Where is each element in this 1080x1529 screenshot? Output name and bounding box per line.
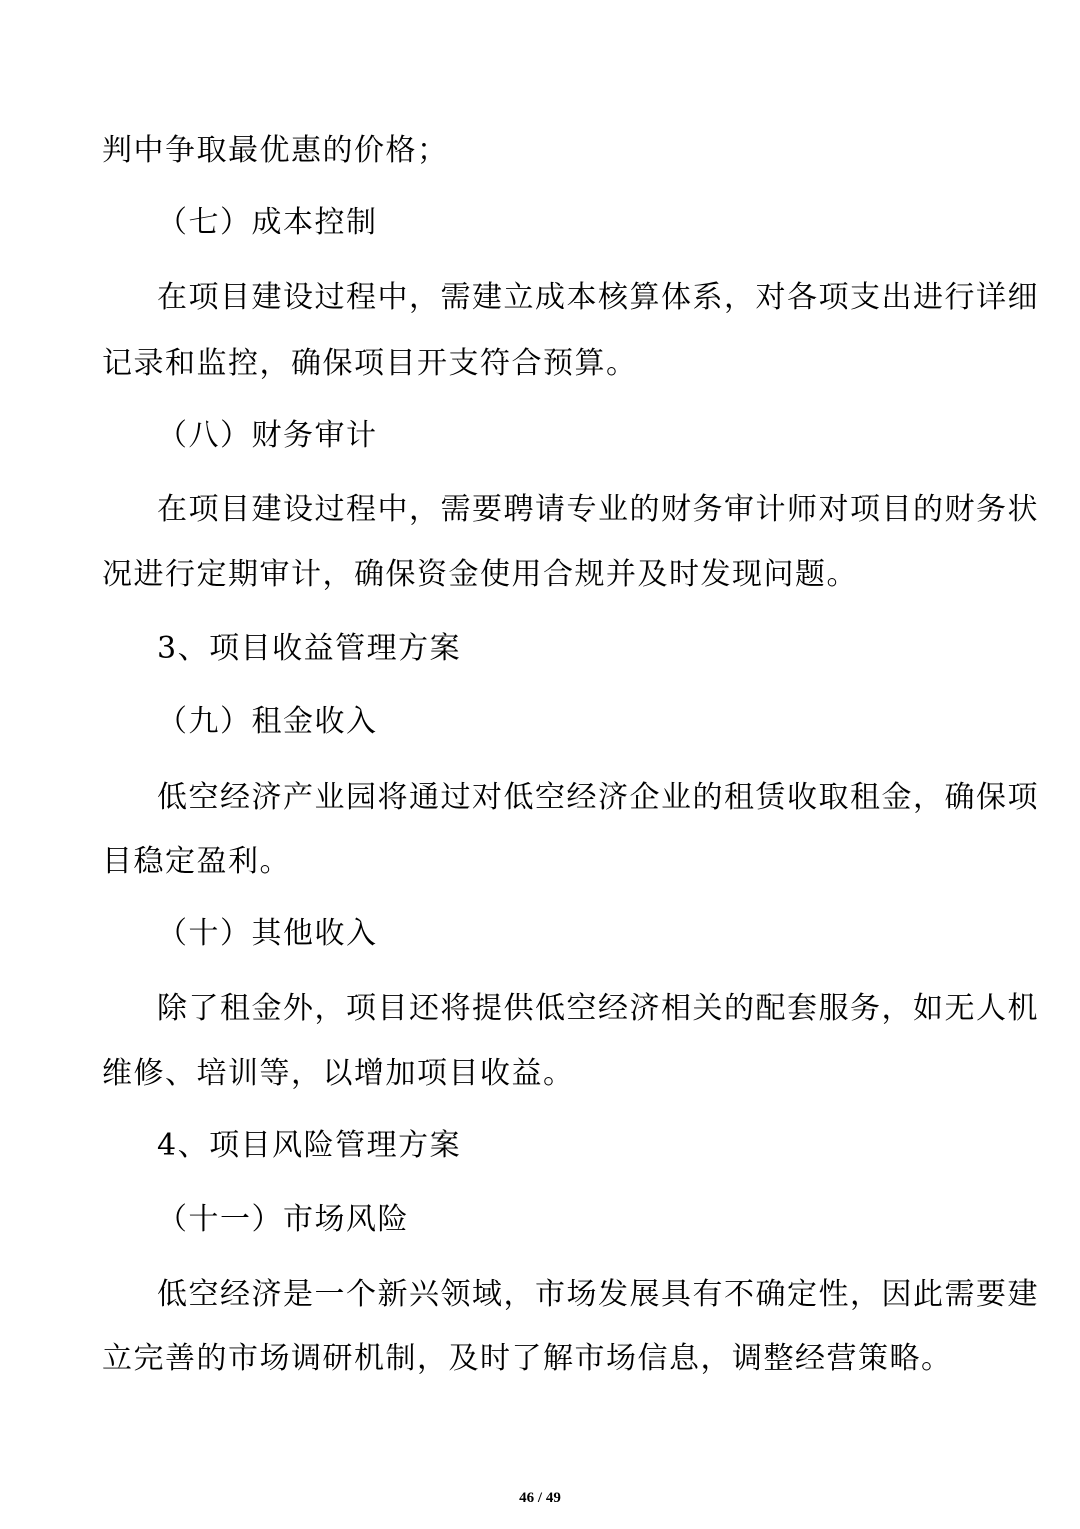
paragraph-first-line: 在项目建设过程中，需建立成本核算体系，对各项支出进行详细 — [157, 280, 1039, 315]
paragraph-line: 维修、培训等，以增加项目收益。 — [102, 1056, 575, 1091]
paragraph-first-line: 在项目建设过程中，需要聘请专业的财务审计师对项目的财务状 — [157, 492, 1039, 527]
section-heading-cost-control: （七）成本控制 — [157, 205, 378, 240]
section-heading-rental-income: （九）租金收入 — [157, 704, 378, 739]
paragraph-continuation-line: 判中争取最优惠的价格； — [102, 133, 449, 168]
paragraph-line: 况进行定期审计，确保资金使用合规并及时发现问题。 — [102, 557, 858, 592]
paragraph-first-line: 除了租金外，项目还将提供低空经济相关的配套服务，如无人机 — [157, 991, 1039, 1026]
paragraph-line: 立完善的市场调研机制，及时了解市场信息，调整经营策略。 — [102, 1341, 953, 1376]
paragraph-line: 目稳定盈利。 — [102, 844, 291, 879]
paragraph-first-line: 低空经济是一个新兴领域，市场发展具有不确定性，因此需要建 — [157, 1277, 1039, 1312]
page-number: 46 / 49 — [519, 1490, 561, 1506]
paragraph-first-line: 低空经济产业园将通过对低空经济企业的租赁收取租金，确保项 — [157, 780, 1039, 815]
section-heading-risk-management: 4、项目风险管理方案 — [157, 1128, 462, 1163]
section-heading-other-income: （十）其他收入 — [157, 916, 378, 951]
section-heading-revenue-management: 3、项目收益管理方案 — [157, 631, 462, 666]
section-heading-market-risk: （十一）市场风险 — [157, 1202, 409, 1237]
paragraph-line: 记录和监控，确保项目开支符合预算。 — [102, 346, 638, 381]
section-heading-financial-audit: （八）财务审计 — [157, 418, 378, 453]
